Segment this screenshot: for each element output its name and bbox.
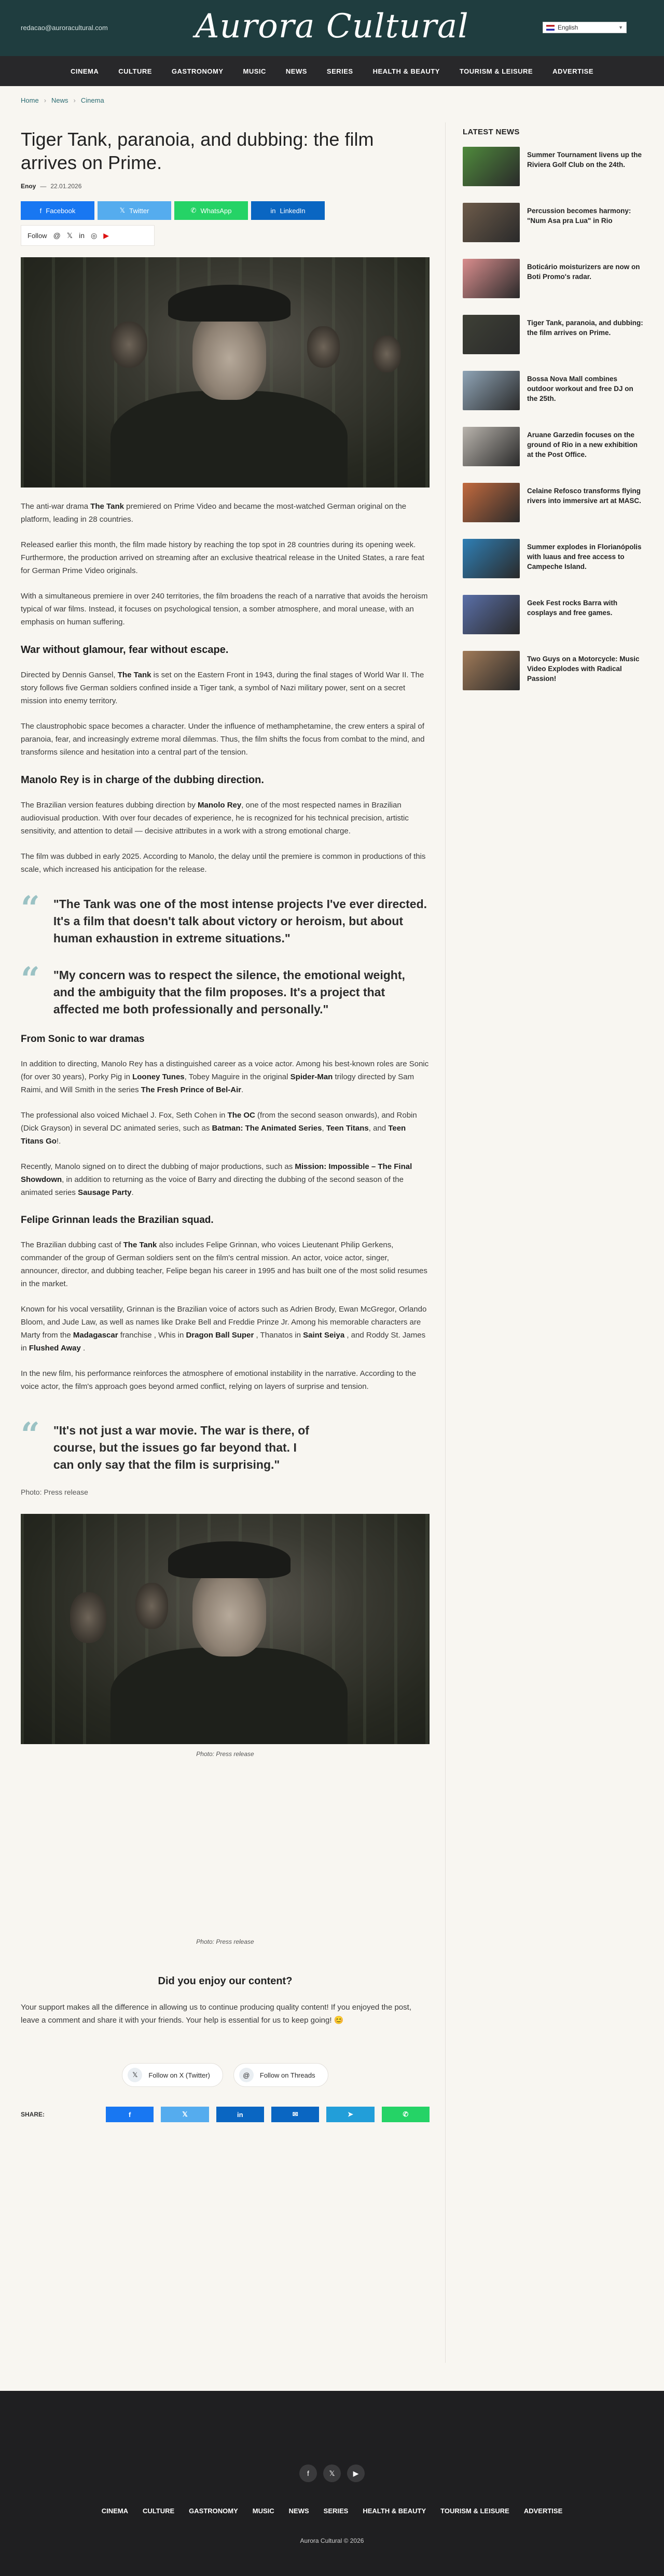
quote-icon: “ [21, 960, 40, 999]
news-thumbnail[interactable] [463, 483, 520, 522]
news-thumbnail[interactable] [463, 427, 520, 466]
x-icon: 𝕏 [119, 206, 126, 214]
paragraph: The film was dubbed in early 2025. According to Manolo, the delay until the premiere is common in productions of this scale, which increased his anticipation for the release. [21, 852, 426, 874]
share-twitter-label: Twitter [129, 206, 149, 215]
article [21, 128, 430, 2122]
latest-news-item[interactable] [463, 427, 644, 479]
news-headline[interactable]: Celaine Refosco transforms flying rivers into immersive art at MASC. [527, 487, 641, 505]
follow-threads-label: Follow on Threads [259, 2071, 315, 2079]
footer-nav-music[interactable]: MUSIC [252, 2507, 274, 2515]
footer-nav-advertise[interactable]: ADVERTISE [523, 2507, 563, 2515]
x-icon[interactable]: 𝕏 [323, 2464, 341, 2482]
share-twitter-button[interactable] [98, 201, 171, 220]
news-headline[interactable]: Tiger Tank, paranoia, and dubbing: the film arrives on Prime. [527, 319, 643, 337]
paragraph: The Brazilian version features dubbing direction by Manolo Rey, one of the most respected names in Brazilian audiovisual production. With over four decades of experience, he is recognized for his technical precision, artistic sensitivity, and attention to detail — decisive attributes in a work with a strong emotional charge. [21, 801, 409, 836]
news-thumbnail[interactable] [463, 539, 520, 578]
linkedin-icon[interactable]: in [79, 231, 85, 240]
news-thumbnail[interactable] [463, 371, 520, 410]
news-headline[interactable]: Aruane Garzedin focuses on the ground of Rio in a new exhibition at the Post Office. [527, 431, 638, 458]
share-label: SHARE: [21, 2111, 45, 2118]
column-divider [445, 122, 446, 2363]
share-linkedin-label: LinkedIn [280, 206, 306, 215]
follow-threads-button[interactable] [233, 2063, 328, 2087]
quote-icon: “ [21, 1415, 40, 1454]
quote-text: "My concern was to respect the silence, the emotional weight, and the ambiguity that the film proposes. It's a project that affected me both professionally and personally." [53, 968, 405, 1016]
nav-series[interactable]: SERIES [326, 67, 353, 75]
section-heading: War without glamour, fear without escape. [21, 644, 229, 656]
news-thumbnail[interactable] [463, 203, 520, 242]
cap-shape [168, 1541, 290, 1578]
main-nav [0, 56, 664, 86]
facebook-icon: f [39, 206, 42, 215]
nav-health-beauty[interactable]: HEALTH & BEAUTY [372, 67, 440, 75]
telegram-icon[interactable]: ➤ [326, 2107, 374, 2122]
share-whatsapp-button[interactable] [174, 201, 248, 220]
image-placeholder [21, 1758, 430, 1932]
nav-music[interactable]: MUSIC [243, 67, 266, 75]
whatsapp-icon: ✆ [190, 206, 197, 214]
follow-label: Follow [27, 231, 47, 240]
site-header [0, 0, 664, 56]
nav-culture[interactable]: CULTURE [118, 67, 152, 75]
cap-shape [168, 285, 290, 322]
nav-cinema[interactable]: CINEMA [70, 67, 99, 75]
latest-news-item[interactable] [463, 371, 644, 423]
footer-nav-cinema[interactable]: CINEMA [101, 2507, 129, 2515]
linkedin-icon[interactable]: in [216, 2107, 264, 2122]
x-icon[interactable]: 𝕏 [161, 2107, 209, 2122]
news-thumbnail[interactable] [463, 259, 520, 298]
paragraph: Directed by Dennis Gansel, The Tank is set on the Eastern Front in 1943, during the final stages of World War II. The story follows five German soldiers confined inside a Tiger tank, a symbol of Nazi military power, sent on a secret mission into enemy territory. [21, 671, 424, 705]
paragraph: The claustrophobic space becomes a character. Under the influence of methamphetamine, the crew enters a spiral of paranoia, fear, and increasingly extreme moral dilemmas. Thus, the film shifts the focus from combat to the mind, and transforms silence and hesitation into a central part of the tension. [21, 722, 425, 757]
share-buttons-top [21, 201, 430, 220]
news-headline[interactable]: Bossa Nova Mall combines outdoor workout and free DJ on the 25th. [527, 375, 633, 402]
quote-icon: “ [21, 889, 40, 928]
paragraph: With a simultaneous premiere in over 240 territories, the film broadens the reach of a narrative that avoids the heroism typical of war films. Instead, it focuses on psychological tension, a somber atmosphere, and moral unease, with an emphasis on human suffering. [21, 592, 428, 626]
youtube-icon[interactable]: ▶ [347, 2464, 365, 2482]
news-thumbnail[interactable] [463, 595, 520, 634]
follow-x-label: Follow on X (Twitter) [148, 2071, 210, 2079]
latest-news-list [463, 147, 644, 703]
footer-nav [0, 2507, 664, 2515]
footer-nav-gastronomy[interactable]: GASTRONOMY [189, 2507, 238, 2515]
blockquote [21, 889, 430, 947]
article-meta [21, 183, 430, 190]
background-soldier [135, 1583, 168, 1629]
background-soldier [70, 1592, 107, 1643]
sidebar-title: LATEST NEWS [463, 128, 520, 136]
paragraph: Released earlier this month, the film made history by reaching the top spot in 28 countries during its opening week. Furthermore, the production arrived on streaming after an exclusive theatrical release in the United States, a rare feat for German Prime Video originals. [21, 540, 424, 575]
language-label: English [558, 24, 578, 31]
chevron-down-icon: ▼ [618, 25, 623, 30]
breadcrumb-home[interactable]: Home [21, 96, 39, 104]
footer-nav-series[interactable]: SERIES [323, 2507, 349, 2515]
nav-advertise[interactable]: ADVERTISE [552, 67, 593, 75]
paragraph: Known for his vocal versatility, Grinnan is the Brazilian voice of actors such as Adrien Brody, Ewan McGregor, Orlando Bloom, and Jude Law, as well as names like Drake Bell and Freddie Prinze Jr. Among his memorable characters are Marty from the Madagascar franchise , Whis in Dragon Ball Super , Thanatos in Saint Seiya , and Roddy St. James in Flushed Away . [21, 1305, 427, 1353]
photo-credit: Photo: Press release [21, 1488, 88, 1496]
latest-news-item[interactable] [463, 539, 644, 591]
blockquote [21, 1415, 430, 1473]
paragraph: In the new film, his performance reinforces the atmosphere of emotional instability in the narrative. According to the voice actor, the film's approach goes beyond armed conflict, relying on layers of surprise and tension. [21, 1369, 417, 1391]
background-soldier [372, 336, 401, 372]
youtube-icon[interactable]: ▶ [103, 231, 109, 240]
article-date: 22.01.2026 [50, 183, 82, 190]
instagram-icon[interactable]: ◎ [90, 231, 98, 240]
uniform-shape [110, 1648, 348, 1744]
image-caption: Photo: Press release [196, 1750, 254, 1758]
share-whatsapp-label: WhatsApp [200, 206, 232, 215]
site-footer [0, 2391, 664, 2576]
uniform-shape [110, 391, 348, 488]
paragraph: In addition to directing, Manolo Rey has a distinguished career as a voice actor. Among his best-known roles are Sonic (for over 30 years), Porky Pig in Looney Tunes, Tobey Maguire in the original Spider-Man trilogy directed by Sam Raimi, and Will Smith in the series The Fresh Prince of Bel-Air. [21, 1060, 429, 1094]
follow-buttons [21, 2063, 430, 2087]
breadcrumb-cinema[interactable]: Cinema [80, 96, 104, 104]
sidebar [463, 128, 644, 707]
email-icon[interactable]: ✉ [271, 2107, 319, 2122]
latest-news-item[interactable] [463, 595, 644, 647]
paragraph: The professional also voiced Michael J. Fox, Seth Cohen in The OC (from the second season onwards), and Robin (Dick Grayson) in several DC animated series, such as Batman: The Animated Series, Teen Titans, and Teen Titans Go!. [21, 1111, 417, 1146]
background-soldier [307, 326, 340, 368]
share-facebook-button[interactable] [21, 201, 94, 220]
breadcrumb [21, 96, 104, 104]
article-image [21, 1514, 430, 1744]
image-caption: Photo: Press release [196, 1938, 254, 1945]
copyright: Aurora Cultural © 2026 [300, 2537, 364, 2544]
latest-news-item[interactable] [463, 483, 644, 535]
footer-social [0, 2464, 664, 2482]
news-thumbnail[interactable] [463, 315, 520, 354]
face-shape [192, 308, 266, 400]
paragraph: The anti-war drama The Tank premiered on Prime Video and became the most-watched German original on the platform, leading in 28 countries. [21, 502, 407, 524]
footer-nav-culture[interactable]: CULTURE [143, 2507, 175, 2515]
news-headline[interactable]: Summer Tournament livens up the Riviera Golf Club on the 24th. [527, 151, 642, 169]
footer-nav-health-beauty[interactable]: HEALTH & BEAUTY [363, 2507, 426, 2515]
flag-icon [546, 25, 555, 31]
news-headline[interactable]: Boticário moisturizers are now on Boti Promo's radar. [527, 263, 640, 281]
facebook-icon[interactable]: f [299, 2464, 317, 2482]
section-heading: From Sonic to war dramas [21, 1034, 145, 1045]
paragraph: The Brazilian dubbing cast of The Tank also includes Felipe Grinnan, who voices Lieutenant Philip Gerkens, commander of the group of German soldiers sent on the film's central mission. An actor, voice actor, singer, announcer, director, and dubbing teacher, Felipe began his career in 1995 and has built one of the most solid resumes in the market. [21, 1241, 427, 1288]
share-facebook-label: Facebook [46, 206, 76, 215]
breadcrumb-separator: › [44, 96, 47, 104]
language-select[interactable] [543, 22, 627, 33]
news-thumbnail[interactable] [463, 651, 520, 690]
threads-icon: @ [239, 2068, 254, 2082]
nav-tourism-leisure[interactable]: TOURISM & LEISURE [459, 67, 533, 75]
latest-news-item[interactable] [463, 147, 644, 199]
whatsapp-icon[interactable]: ✆ [382, 2107, 430, 2122]
quote-text: "The Tank was one of the most intense projects I've ever directed. It's a film that doesn't talk about victory or heroism, but about human exhaustion in extreme situations." [53, 897, 427, 945]
news-headline[interactable]: Summer explodes in Florianópolis with luaus and free access to Campeche Island. [527, 543, 642, 570]
breadcrumb-separator: › [73, 96, 76, 104]
article-title: Tiger Tank, paranoia, and dubbing: the film arrives on Prime. [21, 129, 374, 173]
face-shape [192, 1565, 266, 1657]
x-icon: 𝕏 [128, 2068, 142, 2082]
site-logo[interactable]: Aurora Cultural [195, 7, 469, 46]
footer-nav-news[interactable]: NEWS [288, 2507, 309, 2515]
section-heading: Felipe Grinnan leads the Brazilian squad. [21, 1215, 214, 1226]
paragraph: Recently, Manolo signed on to direct the dubbing of major productions, such as Mission: Impossible – The Final Showdown, in addition to returning as the voice of Barry and directing the dubbing of the second season of the animated series Sausage Party. [21, 1162, 412, 1197]
contact-email[interactable]: redacao@auroracultural.com [21, 24, 108, 32]
nav-news[interactable]: NEWS [285, 67, 307, 75]
hero-image [21, 257, 430, 488]
blockquote [21, 960, 430, 1018]
follow-x-button[interactable] [122, 2063, 223, 2087]
threads-icon[interactable]: @ [53, 231, 61, 240]
nav-gastronomy[interactable]: GASTRONOMY [171, 67, 224, 75]
follow-bar [21, 225, 155, 246]
breadcrumb-news[interactable]: News [51, 96, 68, 104]
section-heading: Manolo Rey is in charge of the dubbing direction. [21, 774, 264, 786]
latest-news-item[interactable] [463, 651, 644, 703]
background-soldier [110, 322, 147, 368]
linkedin-icon: in [270, 206, 276, 215]
meta-separator: — [40, 183, 47, 190]
latest-news-item[interactable] [463, 203, 644, 255]
article-author[interactable]: Enoy [21, 183, 36, 190]
engagement-title: Did you enjoy our content? [158, 1975, 293, 1987]
news-headline[interactable]: Two Guys on a Motorcycle: Music Video Explodes with Radical Passion! [527, 655, 640, 683]
footer-nav-tourism-leisure[interactable]: TOURISM & LEISURE [440, 2507, 509, 2515]
x-icon[interactable]: 𝕏 [66, 231, 73, 240]
quote-text: "It's not just a war movie. The war is there, of course, but the issues go far beyond that. I can only say that the film is surprising." [53, 1424, 309, 1471]
facebook-icon[interactable]: f [106, 2107, 154, 2122]
news-headline[interactable]: Geek Fest rocks Barra with cosplays and free games. [527, 599, 618, 617]
latest-news-item[interactable] [463, 259, 644, 311]
latest-news-item[interactable] [463, 315, 644, 367]
share-linkedin-button[interactable] [251, 201, 325, 220]
share-bar-bottom [21, 2107, 430, 2122]
news-thumbnail[interactable] [463, 147, 520, 186]
engagement-text: Your support makes all the difference in allowing us to continue producing quality content! If you enjoyed the post, leave a comment and share it with your friends. Your help is essential for us to keep going! 😊 [21, 2003, 411, 2025]
news-headline[interactable]: Percussion becomes harmony: "Num Asa pra Lua" in Rio [527, 207, 631, 225]
